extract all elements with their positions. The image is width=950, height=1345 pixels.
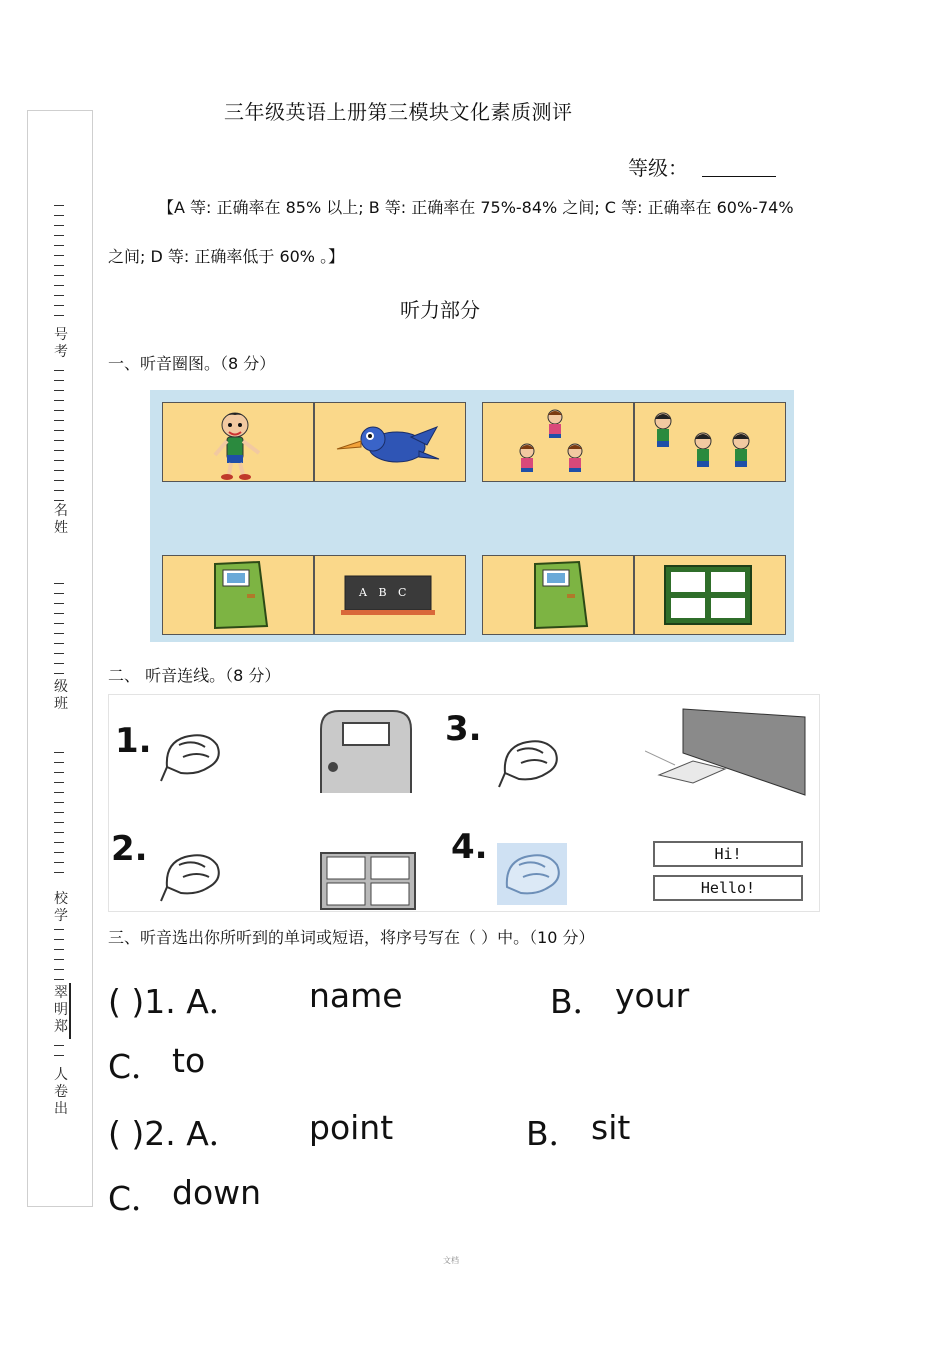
bird-picture[interactable]: [314, 402, 466, 482]
criteria-line-2: 之间; D 等: 正确率低于 60% 。】: [108, 247, 345, 266]
section-title: 听力部分: [400, 298, 480, 322]
door-sketch-icon: [317, 709, 415, 795]
grade-label: 等级：: [628, 156, 688, 180]
dash-line: [54, 752, 64, 882]
q3-item-2-number[interactable]: ( )2. A．: [108, 1114, 242, 1153]
blackboard-desk-icon: [645, 705, 811, 797]
q1-heading: 一、听音圈图。（8 分）: [108, 354, 276, 373]
dash-line: [54, 583, 64, 683]
grade-blank[interactable]: [702, 176, 776, 177]
q2-heading: 二、 听音连线。（8 分）: [108, 666, 281, 685]
boys-icon: [635, 403, 785, 481]
boy-icon: [163, 403, 313, 481]
window-sketch-icon: [319, 851, 417, 911]
q3-item-1-option-b: your: [615, 976, 690, 1015]
school-label: 校学: [54, 891, 68, 924]
q3-item-2-label-b: B．: [526, 1114, 582, 1153]
binding-fields: [51, 205, 73, 1125]
girls-icon: [483, 403, 633, 481]
q3-item-2-option-c: down: [172, 1173, 262, 1212]
number-1: 1.: [115, 721, 152, 761]
q3-item-1-number[interactable]: ( )1. A．: [108, 982, 242, 1021]
window-icon: [635, 556, 785, 634]
bird-icon: [315, 403, 465, 481]
greeting-hi-box: Hi!: [653, 841, 803, 867]
three-girls-picture[interactable]: [482, 402, 634, 482]
number-2: 2.: [111, 829, 148, 869]
q1-picture-panel: [150, 390, 794, 642]
hand-icon: [497, 843, 567, 905]
q3-item-2-option-b: sit: [591, 1108, 631, 1147]
dash-line: [54, 370, 64, 510]
criteria-line-1: 【A 等: 正确率在 85% 以上; B 等: 正确率在 75%-84% 之间; C 等: 正确率在 60%-74%: [158, 198, 794, 217]
chalkboard-text: A B C: [359, 586, 411, 599]
q3-item-1-option-c: to: [172, 1041, 206, 1080]
q3-item-1-label-c: C．: [108, 1047, 165, 1086]
hand-icon: [157, 723, 227, 785]
hand-icon: [157, 843, 227, 905]
q3-item-2-label-c: C．: [108, 1179, 165, 1218]
boy-picture[interactable]: [162, 402, 314, 482]
class-label: 级班: [54, 679, 68, 712]
hand-icon: [495, 729, 565, 791]
q3-item-2-option-a: point: [309, 1108, 394, 1147]
q2-picture-panel: [108, 694, 820, 912]
three-boys-picture[interactable]: [634, 402, 786, 482]
dash-line: [54, 205, 64, 325]
q3-item-1-label-b: B．: [550, 982, 606, 1021]
chalkboard-picture[interactable]: [314, 555, 466, 635]
page-title: 三年级英语上册第三模块文化素质测评: [224, 100, 573, 124]
door-picture-2[interactable]: [482, 555, 634, 635]
number-3: 3.: [445, 709, 482, 749]
window-picture[interactable]: [634, 555, 786, 635]
door-icon: [163, 556, 313, 634]
dash-line: [54, 1045, 64, 1065]
page-footer: 文档: [443, 1256, 459, 1265]
exam-number-label: 号考: [54, 327, 68, 360]
teacher-name: 翠明郑: [54, 985, 68, 1035]
q3-heading: 三、听音选出你所听到的单词或短语，将序号写在（ ）中。（10 分）: [108, 928, 595, 947]
dash-line: [54, 929, 64, 989]
q3-item-1-option-a: name: [309, 976, 403, 1015]
door-picture-1[interactable]: [162, 555, 314, 635]
door-icon: [483, 556, 633, 634]
greeting-hello-box: Hello!: [653, 875, 803, 901]
name-label: 名姓: [54, 503, 68, 536]
number-4: 4.: [451, 827, 488, 867]
setter-label: 人卷出: [54, 1067, 68, 1117]
